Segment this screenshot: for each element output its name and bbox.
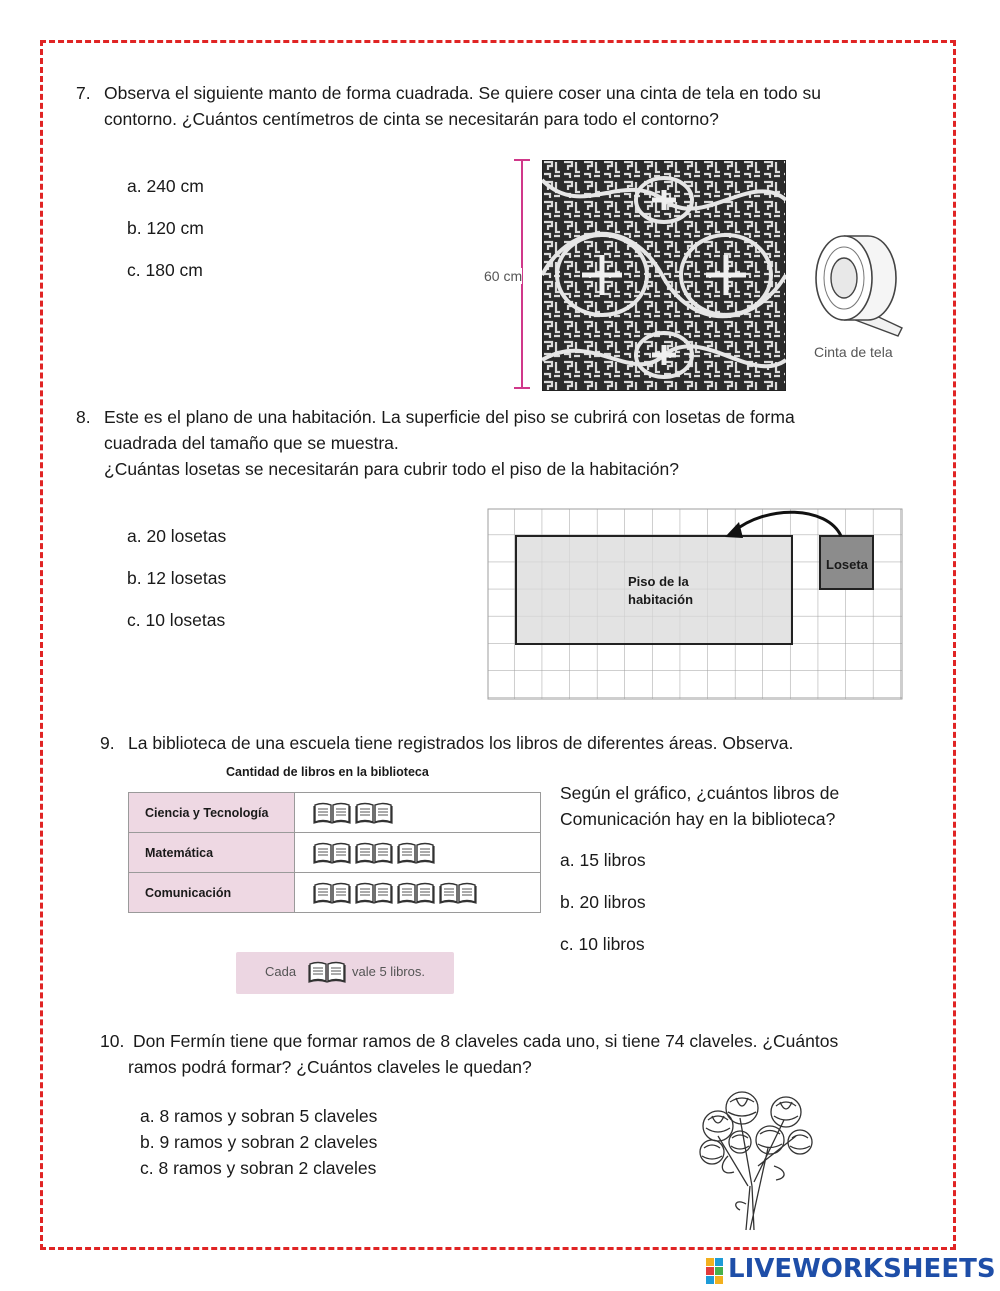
row-books [295, 793, 541, 833]
q7-text-line1: Observa el siguiente manto de forma cuadrada. Se quiere coser una cinta de tela en todo su [104, 83, 821, 103]
book-icon [397, 884, 439, 901]
q9-option-c[interactable]: c. 10 libros [560, 934, 645, 954]
book-icon [313, 844, 355, 861]
q7-option-c[interactable]: c. 180 cm [127, 260, 203, 280]
q9-question-line1: Según el gráfico, ¿cuántos libros de [560, 783, 840, 803]
row-label: Comunicación [129, 873, 295, 913]
book-icon [313, 884, 355, 901]
q7-text-line2: contorno. ¿Cuántos centímetros de cinta se necesitarán para todo el contorno? [104, 109, 719, 129]
q10-option-b[interactable]: b. 9 ramos y sobran 2 claveles [140, 1132, 378, 1152]
row-label: Matemática [129, 833, 295, 873]
q9-option-b[interactable]: b. 20 libros [560, 892, 646, 912]
q7-number: 7. [76, 83, 91, 103]
row-books [295, 833, 541, 873]
q8-option-b[interactable]: b. 12 losetas [127, 568, 227, 588]
q9-question-line2: Comunicación hay en la biblioteca? [560, 809, 836, 829]
brand-name: LIVEWORKSHEETS [728, 1254, 996, 1284]
book-icon [355, 804, 397, 821]
liveworksheets-logo [706, 1256, 994, 1286]
key-suffix: vale 5 libros. [352, 964, 425, 979]
q8-number: 8. [76, 407, 91, 427]
q10-text-line1: Don Fermín tiene que formar ramos de 8 claveles cada uno, si tiene 74 claveles. ¿Cuántos [133, 1031, 839, 1051]
q9-text: La biblioteca de una escuela tiene registrados los libros de diferentes áreas. Observa. [128, 733, 794, 753]
q10-number: 10. [100, 1031, 125, 1051]
pictograph-title: Cantidad de libros en la biblioteca [226, 765, 429, 779]
book-icon [355, 844, 397, 861]
room-floor-plan [487, 508, 905, 702]
q8-text-line1: Este es el plano de una habitación. La superficie del piso se cubrirá con losetas de forma [104, 407, 795, 427]
book-icon [313, 804, 355, 821]
pictograph-row [129, 873, 541, 913]
floor-label-line2: habitación [628, 592, 694, 607]
book-icon [439, 884, 481, 901]
book-icon [308, 961, 350, 983]
tile-label: Loseta [826, 557, 868, 572]
q10-option-a[interactable]: a. 8 ramos y sobran 5 claveles [140, 1106, 378, 1126]
q9-number: 9. [100, 733, 115, 753]
fabric-tape-icon [810, 228, 906, 344]
q7-option-a[interactable]: a. 240 cm [127, 176, 204, 196]
q9-option-a[interactable]: a. 15 libros [560, 850, 646, 870]
pictograph-row [129, 833, 541, 873]
q8-option-c[interactable]: c. 10 losetas [127, 610, 226, 630]
key-prefix: Cada [265, 964, 297, 979]
q8-option-a[interactable]: a. 20 losetas [127, 526, 227, 546]
floor-label-line1: Piso de la [628, 574, 689, 589]
q8-text-line2: cuadrada del tamaño que se muestra. [104, 433, 399, 453]
row-label: Ciencia y Tecnología [129, 793, 295, 833]
row-books [295, 873, 541, 913]
square-blanket-image [542, 160, 786, 391]
book-icon [355, 884, 397, 901]
book-icon [397, 844, 439, 861]
q7-option-b[interactable]: b. 120 cm [127, 218, 204, 238]
q10-option-c[interactable]: c. 8 ramos y sobran 2 claveles [140, 1158, 377, 1178]
pictograph-table [128, 792, 541, 913]
carnation-bouquet-image [688, 1086, 818, 1232]
tape-label: Cinta de tela [814, 344, 893, 360]
dimension-label: 60 cm [484, 268, 523, 284]
pictograph-key [236, 952, 454, 994]
q8-text-line3: ¿Cuántas losetas se necesitarán para cubrir todo el piso de la habitación? [104, 459, 679, 479]
pictograph-row [129, 793, 541, 833]
q10-text-line2: ramos podrá formar? ¿Cuántos claveles le quedan? [128, 1057, 532, 1077]
